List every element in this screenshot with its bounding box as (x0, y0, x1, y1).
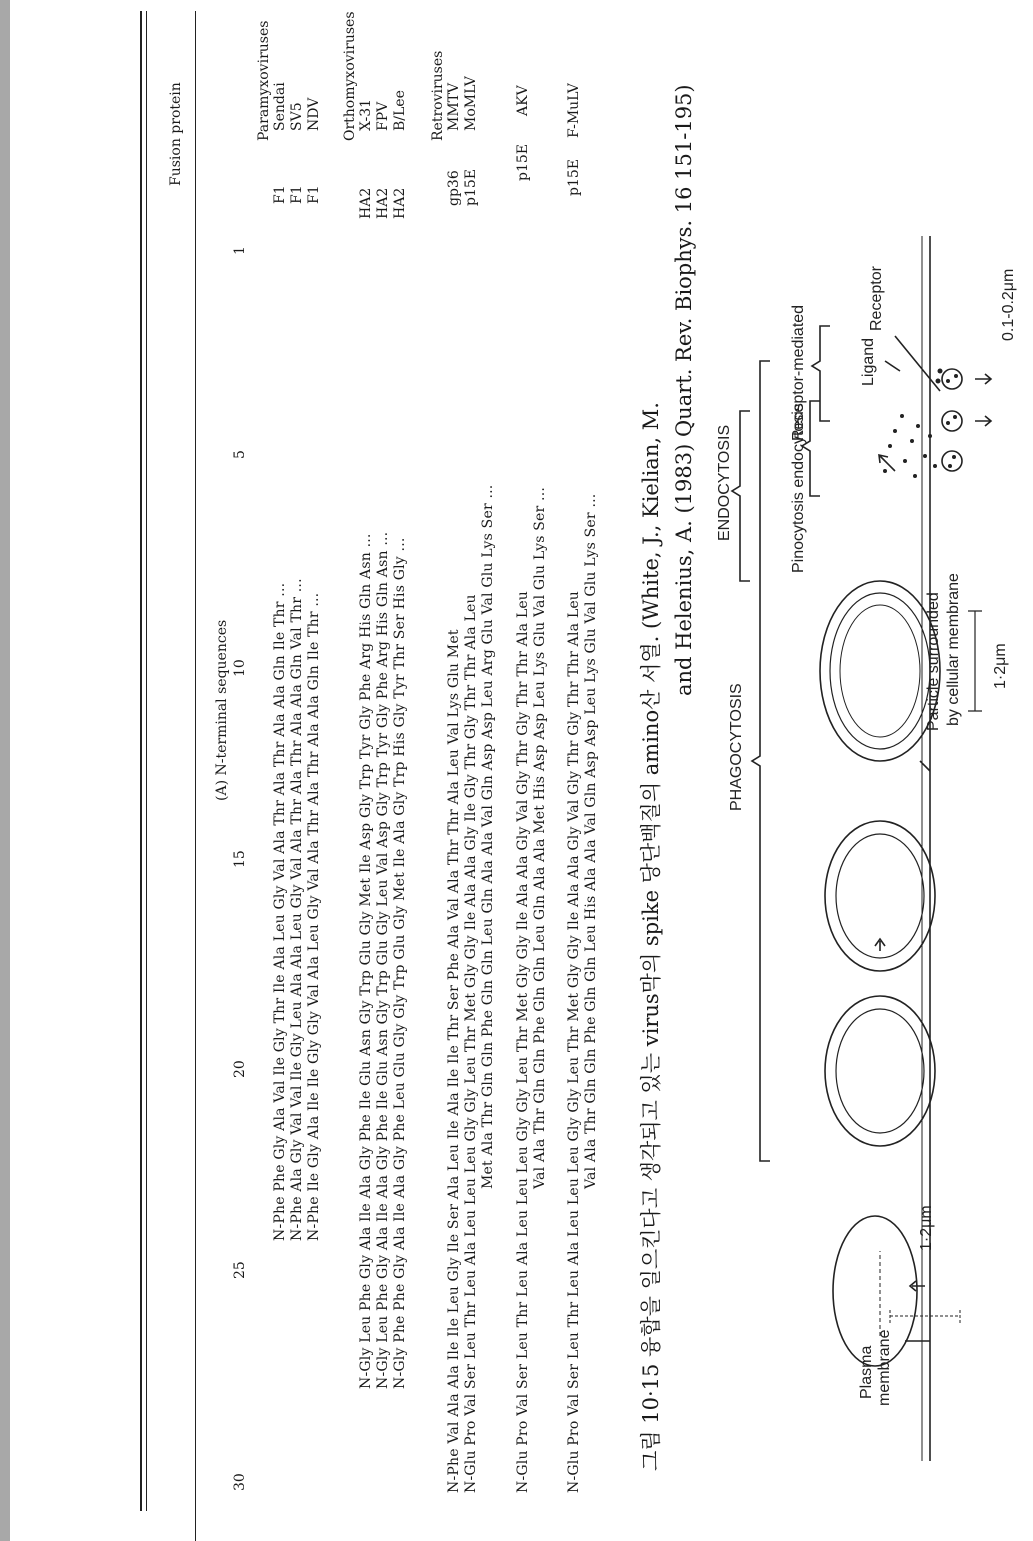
pinocytic-dots (883, 369, 958, 479)
pinocytosis-label: Pinocytosis endocytosis (790, 403, 807, 573)
sequence-row: N-Gly Leu Phe Gly Ala Ile Ala Gly Phe Ile Glu Asn Gly Trp Glu Gly Leu Val Asp Gly Trp Tyr Gly Phe Arg His Gln Asn ... (375, 531, 391, 1389)
endocytosis-label: ENDOCYTOSIS (716, 424, 733, 541)
group-label: Retroviruses (430, 50, 446, 141)
position-number: 15 (232, 850, 248, 868)
sequence-row: N-Phe Phe Gly Ala Val Ile Gly Thr Ile Ala Leu Gly Val Ala Thr Ala Thr Ala Ala Gln Ile Thr ... (272, 582, 288, 1241)
group-label: Paramyxoviruses (256, 20, 272, 141)
scale-label-left: 1·2μm (918, 1205, 935, 1251)
position-number: 5 (232, 450, 248, 459)
protein-label: p15E (463, 169, 479, 206)
ligand-label: Ligand (860, 337, 877, 386)
virus-label: MoMLV (463, 76, 479, 131)
virus-label: Sendai (272, 82, 288, 131)
particle-label: Particle surrounded (925, 592, 942, 731)
arrow-icon (879, 455, 895, 471)
protein-label: F1 (306, 185, 322, 204)
phagocytosis-bracket (752, 361, 770, 1161)
virus-label: NDV (306, 97, 322, 131)
receptor-mediated-label: Receptor-mediated (790, 304, 807, 441)
endocytosis-bracket (732, 411, 750, 581)
protein-label: F1 (272, 185, 288, 204)
sequence-row-continued: Val Ala Thr Gln Gln Phe Gln Gln Leu Gln Ala Ala Met His Asp Asp Leu Lys Glu Val Glu Lys Ser ... (532, 486, 548, 1189)
virus-label: AKV (515, 85, 531, 116)
position-number: 1 (232, 246, 248, 255)
virus-label: MMTV (446, 82, 462, 131)
virus-label: FPV (375, 101, 391, 131)
protein-label: p15E (566, 159, 582, 196)
table-header-left: Fusion protein (168, 82, 184, 186)
receptor-mediated-bracket (812, 326, 830, 421)
group-label: Orthomyxoviruses (342, 11, 358, 141)
scale-bar-left (890, 1309, 960, 1323)
position-number: 30 (232, 1473, 248, 1491)
sequence-row-continued: Val Ala Thr Gln Gln Phe Gln Gln Leu His Ala Ala Val Gln Asp Asp Leu Lys Glu Val Glu Lys Ser ... (583, 493, 599, 1189)
arrow-icon (975, 416, 991, 426)
plasma-membrane-label: Plasma (858, 1345, 875, 1399)
ligand-pointer (885, 361, 900, 371)
virus-label: X-31 (358, 98, 374, 131)
protein-label: HA2 (375, 187, 391, 219)
vesicle (942, 451, 962, 471)
sequence-row: N-Phe Ala Gly Val Val Ile Gly Leu Ala Ala Leu Gly Val Ala Thr Ala Thr Ala Ala Gln Val Thr ... (289, 578, 305, 1241)
sequence-row: N-Glu Pro Val Ser Leu Thr Leu Ala Leu Leu Leu Gly Gly Leu Thr Met Gly Gly Ile Ala Ala Gly Val Gly Thr Gly Thr Thr Ala Leu (566, 590, 582, 1493)
protein-label: HA2 (392, 187, 408, 219)
particle-label: by cellular membrane (945, 573, 962, 726)
vesicle (942, 369, 962, 389)
scale-label-mid: 1·2μm (992, 643, 1009, 689)
position-number: 10 (232, 659, 248, 677)
sequence-row: N-Gly Leu Phe Gly Ala Ile Ala Gly Phe Ile Glu Asn Gly Trp Glu Gly Met Ile Asp Gly Trp Tyr Gly Phe Arg His Gln Asn ... (358, 533, 374, 1389)
figure-caption-line2: and Helenius, A. (1983) Quart. Rev. Biophys. 16 151-195) (672, 84, 696, 696)
vesicle (942, 411, 962, 431)
table-title: (A) N-terminal sequences (214, 619, 230, 801)
virus-label: SV5 (289, 102, 305, 131)
arrow-icon (975, 374, 991, 384)
receptor-pointer (895, 336, 940, 391)
protein-label: F1 (289, 185, 305, 204)
sequence-row: N-Gly Phe Phe Gly Ala Ile Ala Gly Phe Leu Glu Gly Gly Trp Glu Gly Met Ile Ala Gly Trp His Gly Tyr Thr Ser His Gly ... (392, 537, 408, 1389)
protein-label: gp36 (446, 170, 462, 206)
sequence-row-continued: Met Ala Thr Gln Gln Phe Gln Gln Leu Gln Ala Ala Val Gln Asp Asp Leu Arg Glu Val Glu Lys Ser ... (480, 484, 496, 1189)
sequence-row: N-Glu Pro Val Ser Leu Thr Leu Ala Leu Leu Leu Gly Gly Leu Thr Met Gly Gly Ile Ala Ala Gly Val Gly Thr Gly Thr Thr Ala Leu (515, 590, 531, 1493)
position-number: 20 (232, 1060, 248, 1078)
particle-stage-2 (825, 996, 935, 1146)
protein-label: HA2 (358, 187, 374, 219)
scale-label-right: 0.1-0.2μm (1000, 268, 1017, 341)
position-number: 25 (232, 1261, 248, 1279)
phagocytosis-label: PHAGOCYTOSIS (728, 683, 745, 811)
protein-label: p15E (515, 144, 531, 181)
scale-bar-mid (968, 611, 982, 711)
sequence-row: N-Phe Val Ala Ala Ile Ile Leu Gly Ile Ser Ala Leu Ile Ala Ile Ile Thr Ser Phe Ala Val Ala Thr Thr Ala Leu Val Lys Glu Met (446, 629, 462, 1493)
sequence-row: N-Glu Pro Val Ser Leu Thr Leu Ala Leu Leu Leu Gly Gly Leu Thr Met Gly Gly Ile Ala Ala Gly Ile Gly Thr Gly Thr Thr Ala Leu (463, 594, 479, 1493)
virus-label: F-MuLV (566, 83, 582, 138)
particle-stage-1 (833, 1216, 917, 1366)
sequence-row: N-Phe Ile Gly Ala Ile Ile Gly Gly Val Ala Leu Gly Val Ala Thr Ala Thr Ala Ala Gln Ile Thr ... (306, 592, 322, 1241)
figure-caption-line1: 그림 10·15 융합을 일으킨다고 생각되고 있는 virus막의 spike 당단백질의 amino산 서열. (White, J., Kielian, M. (639, 402, 663, 1471)
plasma-membrane-label: membrane (876, 1329, 893, 1406)
receptor-label: Receptor (868, 266, 885, 331)
virus-label: B/Lee (392, 90, 408, 131)
arrow-icon (875, 939, 885, 951)
